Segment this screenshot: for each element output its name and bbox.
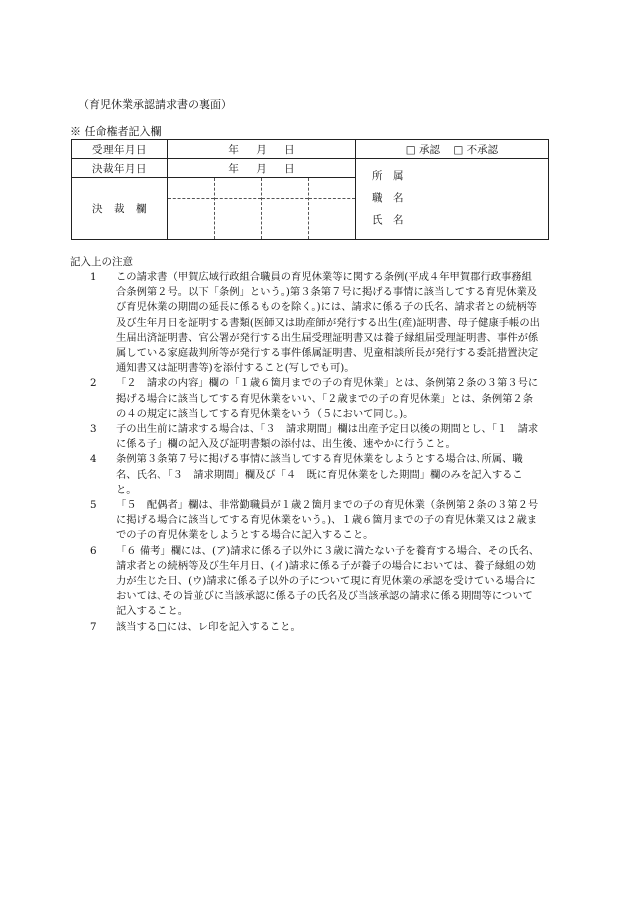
section-title: ※ 任命権者記入欄 [70, 125, 162, 138]
decided-date-field[interactable]: 年 月 日 [168, 159, 356, 178]
approval-section-label: 決 裁 欄 [72, 178, 168, 240]
seal-box[interactable] [168, 178, 215, 239]
seal-box[interactable] [309, 178, 355, 239]
reject-checkbox[interactable]: □ 不承認 [453, 143, 499, 156]
received-date-label: 受理年月日 [72, 140, 168, 159]
note-item: 3 子の出生前に請求する場合は、「３ 請求期間」欄は出産予定日以後の期間とし、「１ 請求に係る子」欄の記入及び証明書類の添付は、出生後、速やかに行うこと。 [90, 423, 539, 451]
notes-list [82, 270, 542, 635]
seal-box[interactable] [262, 178, 309, 239]
received-date-field[interactable]: 年 月 日 [168, 140, 356, 159]
note-item: 2 「２ 請求の内容」欄の「１歳６箇月までの子の育児休業」とは、条例第２条の３第３号に掲げる場合に該当してする育児休業をいい、「２歳までの子の育児休業」とは、条例第２条の４の規定に該当してする育児休業をいう（５において同じ。)。 [90, 377, 539, 420]
seal-box[interactable] [215, 178, 262, 239]
note-item: 5 「５ 配偶者」欄は、非常勤職員が１歳２箇月までの子の育児休業（条例第２条の３第２号に掲げる場合に該当してする育児休業をいう。)、１歳６箇月までの子の育児休業又は２歳までの子の育児休業をしようとする場合に記入すること。 [90, 499, 539, 542]
note-item: 4 条例第３条第７号に掲げる事情に該当してする育児休業をしようとする場合は､所属、職名、氏名､「３ 請求期間」欄及び「４ 既に育児休業をした期間」欄のみを記入すること。 [90, 453, 523, 496]
note-item: 6 「６ 備考」欄には、(ア)請求に係る子以外に３歳に満たない子を養育する場合、その氏名、請求者との続柄等及び生年月日、(イ)請求に係る子が養子の場合においては、養子縁組の効力が生じた日、(ウ)請求に係る子以外の子について現に育児休業の承認を受けている場合においては､その旨並びに当該承認に係る子の氏名及び当該承認の請求に係る期間等について記入すること。 [90, 544, 540, 618]
note-item: 1 この請求書（甲賀広域行政組合職員の育児休業等に関する条例(平成４年甲賀郡行政事務組合条例第２号。以下「条例」という。)第３条第７号に掲げる事情に該当してする育児休業及び育児休業の期間の延長に係るものを除く。)には、請求に係る子の氏名、請求者との続柄等及び生年月日を証明する書類(医師又は助産師が発行する出生(産)証明書、母子健康手帳の出生届出済証明書、官公署が発行する出生届受理証明書又は養子縁組届受理証明書、事件が係属している家庭裁判所等が発行する事件係属証明書、児童相談所長が発行する委託措置決定通知書又は証明書等)を添付すること(写しでも可)。 [90, 271, 540, 375]
approval-options [356, 140, 549, 159]
signature-block [356, 159, 549, 240]
seal-grid[interactable] [168, 178, 356, 240]
page-heading: （育児休業承認請求書の裏面） [78, 98, 232, 111]
position-label: 職 名 [372, 192, 404, 204]
decided-date-label: 決裁年月日 [72, 159, 168, 178]
notes-title: 記入上の注意 [70, 256, 133, 268]
affiliation-label: 所 属 [372, 170, 404, 182]
appointing-authority-table [71, 139, 549, 240]
note-item: 7 該当する□には、レ印を記入すること。 [90, 620, 301, 633]
name-label: 氏 名 [372, 214, 404, 226]
approve-checkbox[interactable]: □ 承認 [405, 143, 441, 156]
